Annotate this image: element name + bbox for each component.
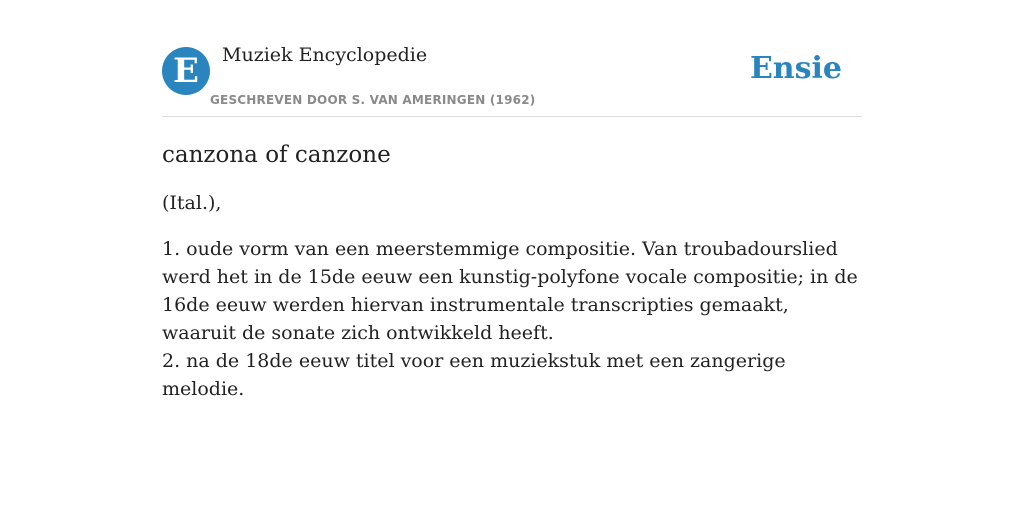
encyclopedia-title[interactable]: Muziek Encyclopedie xyxy=(222,44,428,66)
entry-title: canzona of canzone xyxy=(162,142,391,168)
header xyxy=(162,0,862,117)
definition-item-1: 1. oude vorm van een meerstemmige compositie. Van troubadourslied werd het in de 15de eeuw een kunstig-polyfone vocale compositie; in de 16de eeuw werden hiervan instrumentale transcripties gemaakt, waaruit de sonate zich ontwikkeld heeft. xyxy=(162,238,858,344)
ensie-brand-link[interactable]: Ensie xyxy=(749,51,842,86)
language-note: (Ital.), xyxy=(162,192,222,214)
entry-content xyxy=(162,138,862,403)
definition-item-2: 2. na de 18de eeuw titel voor een muziekstuk met een zangerige melodie. xyxy=(162,350,786,400)
definition-text xyxy=(162,235,862,403)
encyclopedia-logo[interactable]: E xyxy=(162,47,210,95)
author-line: GESCHREVEN DOOR S. VAN AMERINGEN (1962) xyxy=(210,93,536,107)
